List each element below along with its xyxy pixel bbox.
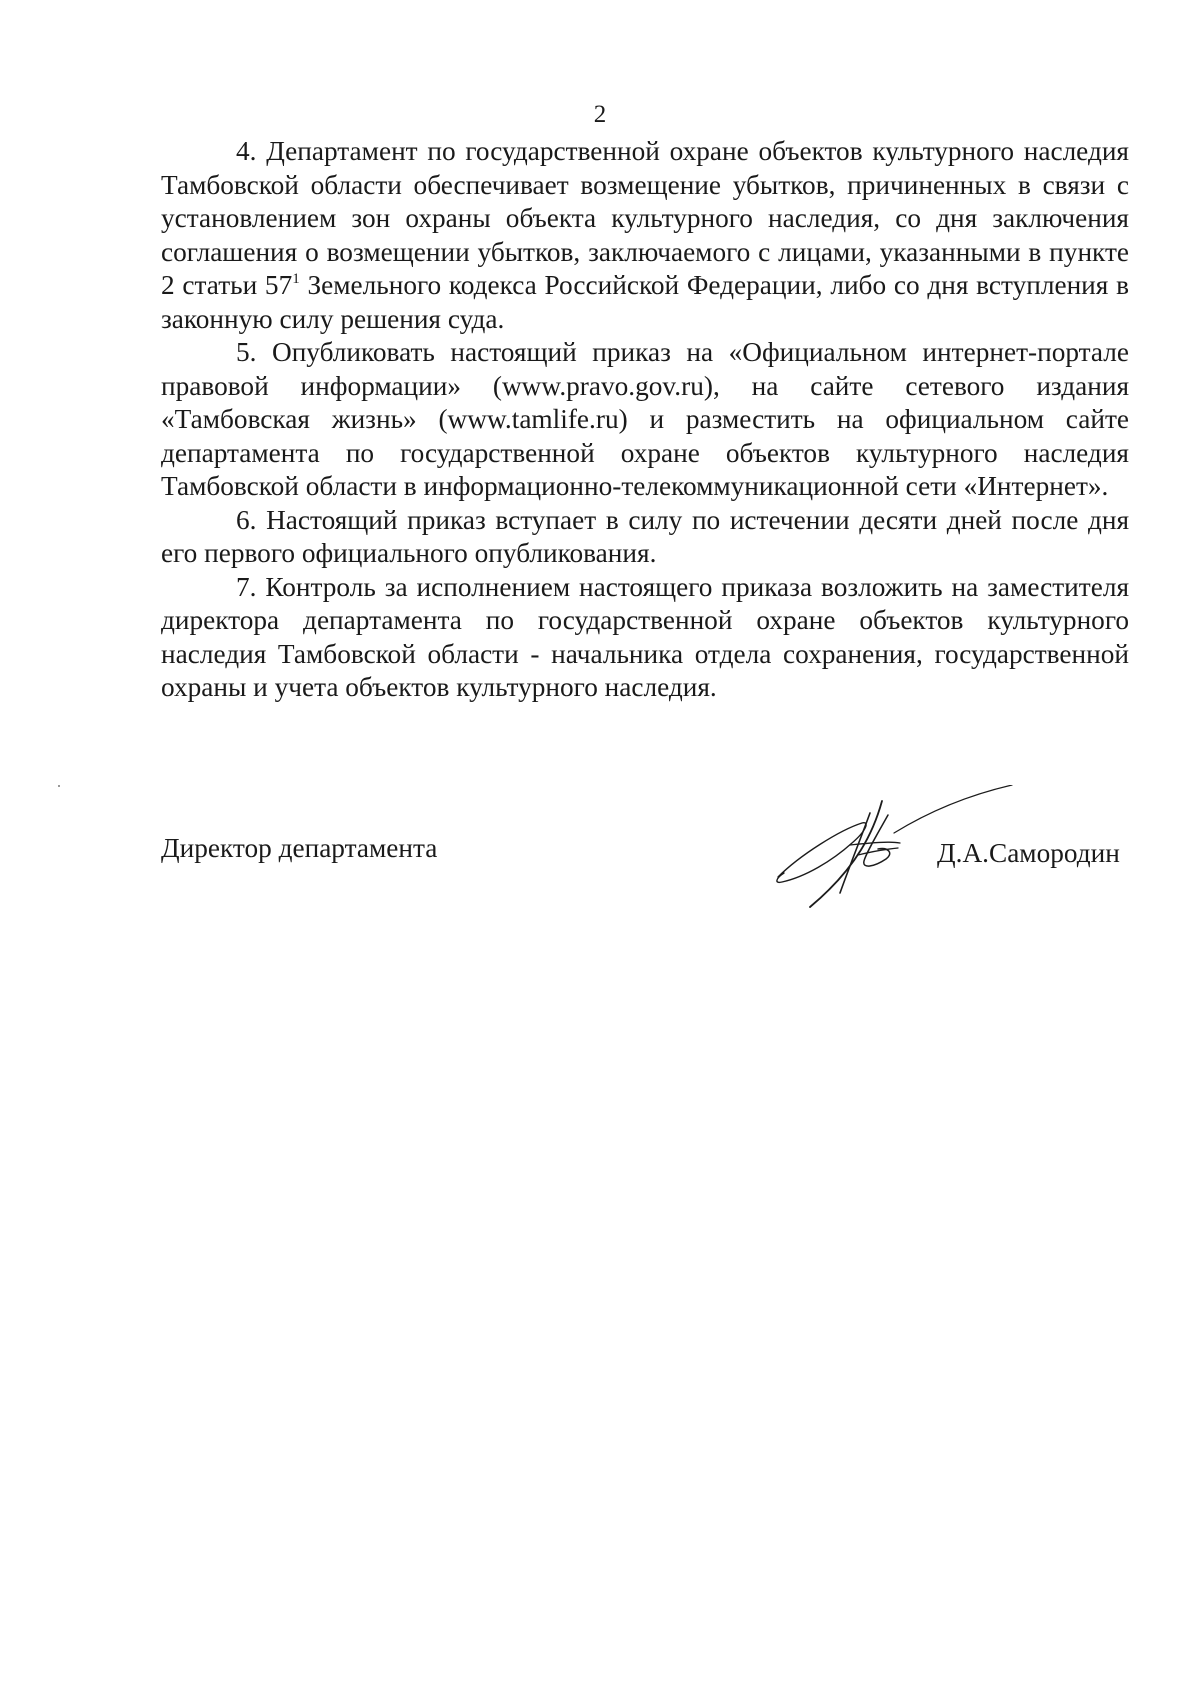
paragraph-4-text-after: Земельного кодекса Российской Федерации, либо со дня вступления в законную силу решения суда.	[161, 270, 1129, 334]
signatory-title: Директор департамента	[161, 833, 438, 863]
document-body	[161, 135, 1129, 705]
paragraph-4-text: 4. Департамент по государственной охране объектов культурного наследия Тамбовской области обеспечивает возмещение убытков, причиненных в связи с установлением зон охраны объекта культурного наследия, со дня заключения соглашения о возмещении убытков, заключаемого с лицами, указанными в пункте 2 статьи 57	[161, 136, 1129, 300]
paragraph-5: 5. Опубликовать настоящий приказ на «Официальном интернет-портале правовой информации» (www.pravo.gov.ru), на сайте сетевого издания «Тамбовская жизнь» (www.tamlife.ru) и разместить на официальном сайте департамента по государственной охране объектов культурного наследия Тамбовской области в информационно-телекоммуникационной сети «Интернет».	[161, 337, 1129, 501]
paragraph-7: 7. Контроль за исполнением настоящего приказа возложить на заместителя директора департамента по государственной охране объектов культурного наследия Тамбовской области - начальника отдела сохранения, государственной охраны и учета объектов культурного наследия.	[161, 571, 1129, 702]
paragraph-6: 6. Настоящий приказ вступает в силу по истечении десяти дней после дня его первого официального опубликования.	[161, 504, 1129, 568]
paragraph-4-superscript: 1	[292, 271, 300, 287]
scan-speck	[58, 785, 60, 787]
page-number: 2	[593, 101, 607, 128]
signatory-name: Д.А.Самородин	[937, 838, 1120, 868]
paragraph-4	[161, 135, 1129, 336]
